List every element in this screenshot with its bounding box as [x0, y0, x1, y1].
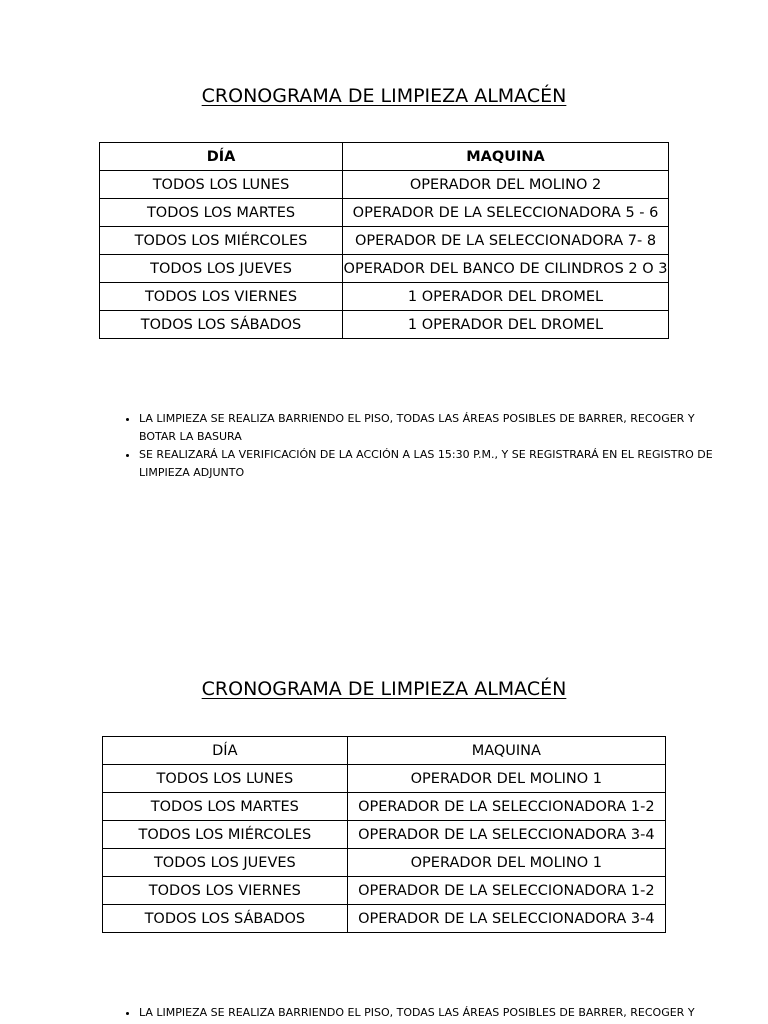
schedule-table-2 — [102, 736, 666, 933]
schedule-title-2: CRONOGRAMA DE LIMPIEZA ALMACÉN — [201, 678, 567, 700]
header-day: DÍA — [103, 737, 348, 765]
table-row — [100, 311, 669, 339]
note-item: • LA LIMPIEZA SE REALIZA BARRIENDO EL PISO, TODAS LAS ÁREAS POSIBLES DE BARRER, RECOGER Y BOTAR LA BASURA — [139, 410, 714, 446]
day-cell: TODOS LOS MARTES — [100, 199, 343, 227]
machine-cell: OPERADOR DEL BANCO DE CILINDROS 2 O 3 — [343, 255, 669, 283]
table-header-row — [103, 737, 666, 765]
day-cell: TODOS LOS SÁBADOS — [100, 311, 343, 339]
machine-cell: 1 OPERADOR DEL DROMEL — [343, 283, 669, 311]
machine-cell: OPERADOR DE LA SELECCIONADORA 3-4 — [347, 905, 665, 933]
header-machine: MAQUINA — [343, 143, 669, 171]
notes-list-2 — [120, 1004, 714, 1022]
day-cell: TODOS LOS SÁBADOS — [103, 905, 348, 933]
schedule-title-1: CRONOGRAMA DE LIMPIEZA ALMACÉN — [201, 85, 567, 107]
day-cell: TODOS LOS VIERNES — [103, 877, 348, 905]
table-row — [100, 227, 669, 255]
table-row — [103, 765, 666, 793]
day-cell: TODOS LOS LUNES — [100, 171, 343, 199]
header-machine: MAQUINA — [347, 737, 665, 765]
day-cell: TODOS LOS LUNES — [103, 765, 348, 793]
day-cell: TODOS LOS JUEVES — [103, 849, 348, 877]
table-row — [100, 283, 669, 311]
table-row — [103, 793, 666, 821]
note-item: • SE REALIZARÁ LA VERIFICACIÓN DE LA ACCIÓN A LAS 15:30 P.M., Y SE REGISTRARÁ EN EL REGISTRO DE LIMPIEZA ADJUNTO — [139, 446, 714, 482]
table-row — [100, 255, 669, 283]
table-row — [103, 877, 666, 905]
day-cell: TODOS LOS MARTES — [103, 793, 348, 821]
machine-cell: OPERADOR DE LA SELECCIONADORA 5 - 6 — [343, 199, 669, 227]
machine-cell: OPERADOR DEL MOLINO 1 — [347, 849, 665, 877]
machine-cell: OPERADOR DE LA SELECCIONADORA 1-2 — [347, 793, 665, 821]
day-cell: TODOS LOS MIÉRCOLES — [103, 821, 348, 849]
machine-cell: OPERADOR DE LA SELECCIONADORA 7- 8 — [343, 227, 669, 255]
machine-cell: OPERADOR DE LA SELECCIONADORA 1-2 — [347, 877, 665, 905]
header-day: DÍA — [100, 143, 343, 171]
day-cell: TODOS LOS JUEVES — [100, 255, 343, 283]
table-row — [100, 199, 669, 227]
table-row — [103, 849, 666, 877]
note-item: • LA LIMPIEZA SE REALIZA BARRIENDO EL PISO, TODAS LAS ÁREAS POSIBLES DE BARRER, RECOGER Y — [139, 1004, 714, 1022]
table-row — [100, 171, 669, 199]
machine-cell: OPERADOR DEL MOLINO 2 — [343, 171, 669, 199]
schedule-table-1 — [99, 142, 669, 339]
table-row — [103, 821, 666, 849]
day-cell: TODOS LOS VIERNES — [100, 283, 343, 311]
machine-cell: OPERADOR DEL MOLINO 1 — [347, 765, 665, 793]
day-cell: TODOS LOS MIÉRCOLES — [100, 227, 343, 255]
machine-cell: OPERADOR DE LA SELECCIONADORA 3-4 — [347, 821, 665, 849]
notes-list-1 — [120, 410, 714, 482]
machine-cell: 1 OPERADOR DEL DROMEL — [343, 311, 669, 339]
table-row — [103, 905, 666, 933]
table-header-row — [100, 143, 669, 171]
